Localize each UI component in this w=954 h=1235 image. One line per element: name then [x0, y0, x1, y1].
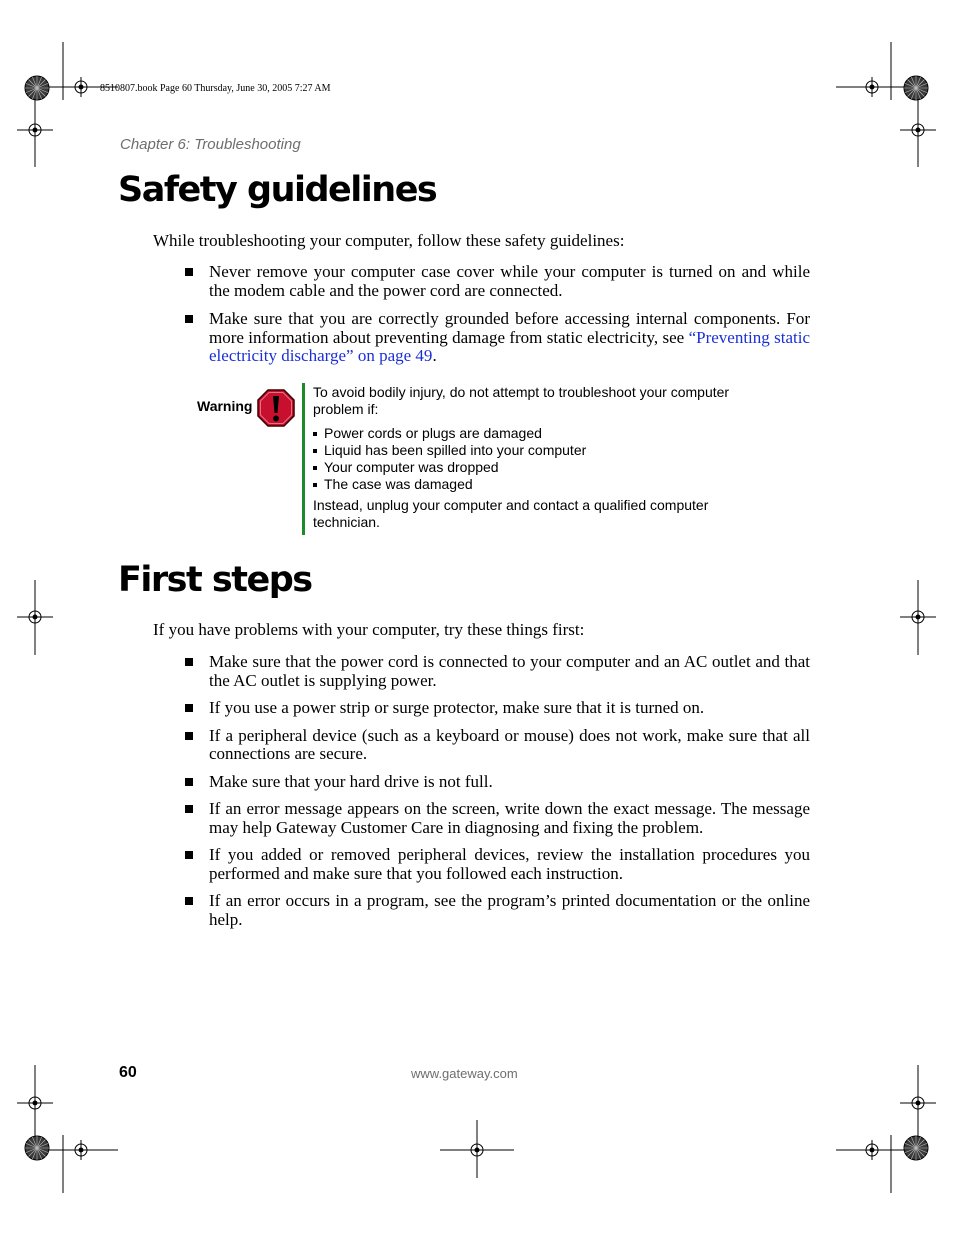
list-item: Liquid has been spilled into your computer	[313, 442, 753, 459]
bullet-square-icon	[185, 778, 193, 786]
warning-intro: To avoid bodily injury, do not attempt to troubleshoot your computer problem if:	[313, 384, 730, 417]
list-item: Make sure that the power cord is connected to your computer and an AC outlet and that the AC outlet is supplying power.	[185, 653, 810, 690]
bullet-square-icon	[185, 805, 193, 813]
list-item: If an error message appears on the screen, write down the exact message. The message may help Gateway Customer Care in diagnosing and fixing the problem.	[185, 800, 810, 837]
warning-list	[313, 425, 753, 493]
section-heading-first-steps: First steps	[118, 560, 312, 600]
bullet-square-icon	[185, 732, 193, 740]
list-item: Power cords or plugs are damaged	[313, 425, 753, 442]
list-item: The case was damaged	[313, 476, 753, 493]
list-item: Make sure that your hard drive is not full.	[185, 773, 810, 792]
chapter-label: Chapter 6: Troubleshooting	[120, 136, 301, 153]
warning-label: Warning	[197, 398, 253, 414]
print-header: 8510807.book Page 60 Thursday, June 30, 2005 7:27 AM	[100, 83, 331, 94]
list-item: If an error occurs in a program, see the program’s printed documentation or the online help.	[185, 892, 810, 929]
warning-text	[313, 384, 753, 531]
warning-outro: Instead, unplug your computer and contact a qualified computer technician.	[313, 497, 709, 530]
list-item: If a peripheral device (such as a keyboard or mouse) does not work, make sure that all connections are secure.	[185, 727, 810, 764]
list-item: If you use a power strip or surge protector, make sure that it is turned on.	[185, 699, 810, 718]
bullet-square-icon	[185, 268, 193, 276]
list-item: Your computer was dropped	[313, 459, 753, 476]
bullet-square-icon	[185, 315, 193, 323]
list-item: If you added or removed peripheral devices, review the installation procedures you performed and make sure that you followed each instruction.	[185, 846, 810, 883]
bullet-dot-icon	[313, 483, 317, 487]
list-item: Make sure that you are correctly grounded before accessing internal components. For more information about preventing damage from static electricity, see “Preventing static electricity discharge” on page 49.	[185, 310, 810, 366]
bullet-dot-icon	[313, 432, 317, 436]
list-item: Never remove your computer case cover while your computer is turned on and while the modem cable and the power cord are connected.	[185, 263, 810, 300]
bullet-square-icon	[185, 704, 193, 712]
safety-list	[185, 263, 810, 366]
bullet-square-icon	[185, 658, 193, 666]
bullet-square-icon	[185, 897, 193, 905]
safety-intro: While troubleshooting your computer, follow these safety guidelines:	[153, 231, 625, 250]
warning-accent-bar	[302, 383, 305, 535]
bullet-dot-icon	[313, 466, 317, 470]
first-steps-intro: If you have problems with your computer, try these things first:	[153, 620, 585, 639]
first-steps-list	[185, 653, 810, 929]
bullet-dot-icon	[313, 449, 317, 453]
bullet-square-icon	[185, 851, 193, 859]
page-number: 60	[119, 1064, 137, 1081]
static-discharge-link[interactable]: “Preventing static electricity discharge” on page 49	[209, 327, 811, 365]
section-heading-safety: Safety guidelines	[118, 170, 437, 210]
warning-exclamation-icon	[257, 389, 295, 427]
website-url: www.gateway.com	[411, 1066, 518, 1081]
